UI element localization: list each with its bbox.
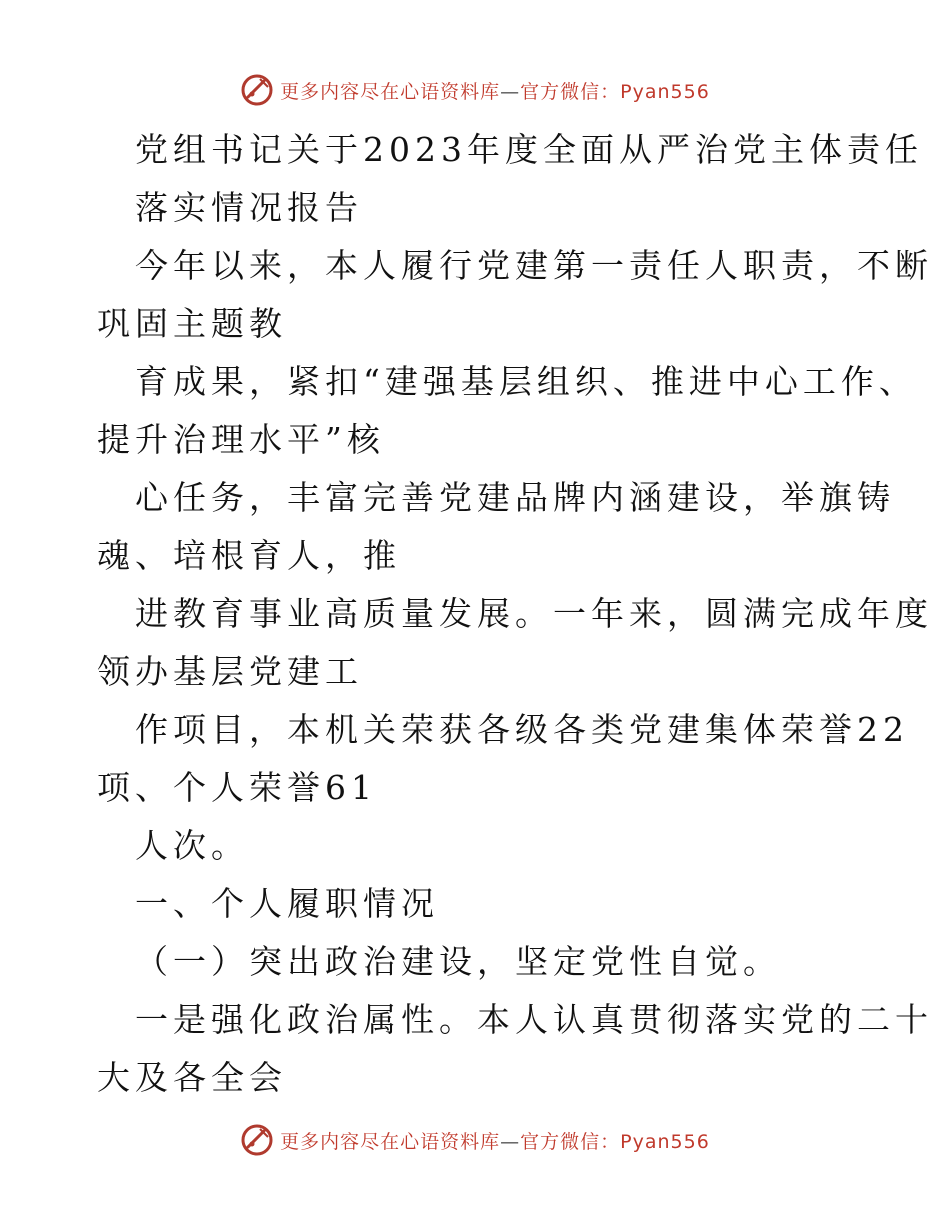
watermark-text: 更多内容尽在心语资料库—官方微信：Pyan556: [280, 1130, 710, 1153]
watermark-banner-bottom: [0, 1120, 950, 1160]
paragraph-line: 一是强化政治属性。本人认真贯彻落实党的二十: [135, 1000, 933, 1039]
paragraph-line: 领办基层党建工: [97, 652, 363, 691]
paragraph-line: 进教育事业高质量发展。一年来，圆满完成年度: [135, 594, 933, 633]
paragraph-line: 提升治理水平”核: [97, 420, 385, 459]
watermark-text: 更多内容尽在心语资料库—官方微信：Pyan556: [280, 80, 710, 103]
title-line-2: 落实情况报告: [135, 188, 363, 227]
paragraph-line: 人次。: [135, 826, 249, 865]
watermark-banner-top: [0, 70, 950, 110]
subsection-heading: （一）突出政治建设，坚定党性自觉。: [135, 942, 781, 981]
paragraph-line: 项、个人荣誉61: [97, 768, 377, 807]
paragraph-line: 育成果，紧扣“建强基层组织、推进中心工作、: [135, 362, 917, 401]
title-line-1: 党组书记关于2023年度全面从严治党主体责任: [135, 130, 923, 169]
paragraph-line: 大及各全会: [97, 1058, 287, 1097]
paragraph-line: 心任务，丰富完善党建品牌内涵建设，举旗铸: [135, 478, 895, 517]
logo-icon: [240, 1123, 274, 1157]
paragraph-line: 作项目，本机关荣获各级各类党建集体荣誉22: [135, 710, 909, 749]
section-heading: 一、个人履职情况: [135, 884, 439, 923]
logo-icon: [240, 73, 274, 107]
paragraph-line: 巩固主题教: [97, 304, 287, 343]
paragraph-line: 魂、培根育人，推: [97, 536, 401, 575]
paragraph-line: 今年以来，本人履行党建第一责任人职责，不断: [135, 246, 933, 285]
